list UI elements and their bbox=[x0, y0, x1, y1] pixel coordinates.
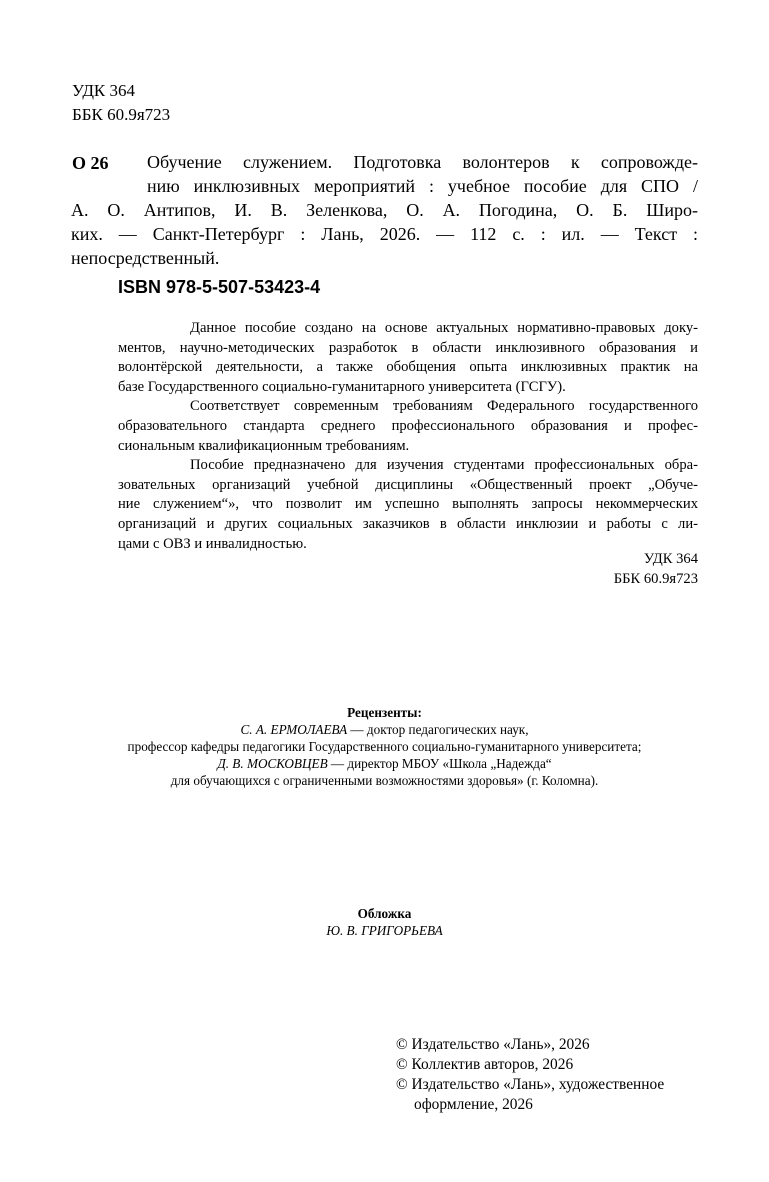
cover-designer: Ю. В. ГРИГОРЬЕВА bbox=[326, 923, 443, 938]
reviewer-line bbox=[0, 721, 769, 738]
annotation-line: сиональным квалификационным требованиям. bbox=[118, 437, 410, 454]
annotation-line: Данное пособие создано на основе актуальных нормативно-правовых доку- bbox=[190, 320, 698, 336]
biblio-line: А. О. Антипов, И. В. Зеленкова, О. А. Погодина, О. Б. Широ- bbox=[71, 200, 698, 220]
cover-heading: Обложка bbox=[357, 906, 412, 921]
biblio-line: ких. — Санкт-Петербург : Лань, 2026. — 112 с. : ил. — Текст : bbox=[71, 224, 698, 244]
biblio-line: нию инклюзивных мероприятий : учебное пособие для СПО / bbox=[147, 176, 698, 196]
annotation-line: организаций и других социальных заказчиков в области инклюзии и работы с ли- bbox=[118, 515, 698, 532]
copyright-line: © Издательство «Лань», художественное bbox=[396, 1076, 665, 1093]
copyright-line: © Издательство «Лань», 2026 bbox=[396, 1036, 590, 1053]
biblio-line: Обучение служением. Подготовка волонтеров к сопровожде- bbox=[147, 152, 698, 172]
biblio-line: непосредственный. bbox=[71, 248, 220, 268]
annotation-line: Соответствует современным требованиям Федерального государственного bbox=[190, 398, 698, 415]
annotation-bbk: ББК 60.9я723 bbox=[613, 570, 698, 587]
copyright-line: оформление, 2026 bbox=[414, 1096, 533, 1113]
bbk-code: ББК 60.9я723 bbox=[72, 105, 171, 124]
annotation-line: зовательных организаций учебной дисциплины «Общественный проект „Обуче- bbox=[118, 476, 698, 493]
annotation-paragraph bbox=[118, 319, 698, 397]
annotation-paragraph bbox=[118, 397, 698, 456]
annotation-line: цами с ОВЗ и инвалидностью. bbox=[118, 535, 307, 552]
reviewers-heading: Рецензенты: bbox=[347, 705, 422, 720]
reviewer-title: — доктор педагогических наук, bbox=[347, 722, 529, 737]
annotation-line: базе Государственного социально-гуманитарного университета (ГСГУ). bbox=[118, 378, 566, 395]
cover-credit bbox=[0, 905, 769, 939]
copyright-line: © Коллектив авторов, 2026 bbox=[396, 1056, 574, 1073]
reviewer-line bbox=[0, 755, 769, 772]
annotation bbox=[118, 319, 698, 554]
reviewers-block bbox=[0, 704, 769, 789]
annotation-paragraph bbox=[118, 456, 698, 554]
annotation-line: ментов, научно-методических разработок в области инклюзивного образования и bbox=[118, 339, 698, 356]
annotation-classification bbox=[614, 550, 698, 589]
udk-code: УДК 364 bbox=[72, 81, 136, 100]
annotation-line: волонтёрской деятельности, а также обобщения опыта инклюзивных практик на bbox=[118, 359, 698, 376]
annotation-line: образовательного стандарта среднего профессионального образования и профес- bbox=[118, 417, 698, 434]
reviewer-name: Д. В. МОСКОВЦЕВ bbox=[217, 756, 328, 771]
reviewer-name: С. А. ЕРМОЛАЕВА bbox=[240, 722, 348, 737]
annotation-udk: УДК 364 bbox=[643, 551, 698, 567]
reviewer-title: — директор МБОУ «Школа „Надежда“ bbox=[327, 756, 552, 771]
isbn: ISBN 978-5-507-53423-4 bbox=[118, 277, 321, 297]
reviewer-affiliation: профессор кафедры педагогики Государственного социально-гуманитарного университета; bbox=[127, 739, 642, 754]
annotation-line: Пособие предназначено для изучения студентами профессиональных обра- bbox=[190, 457, 698, 474]
reviewer-affiliation: для обучающихся с ограниченными возможностями здоровья» (г. Коломна). bbox=[170, 773, 599, 788]
author-mark: О 26 bbox=[72, 153, 109, 173]
copyright-block bbox=[396, 1035, 664, 1115]
annotation-line: ние служением“», что позволит им успешно выполнять запросы некоммерческих bbox=[118, 496, 698, 513]
